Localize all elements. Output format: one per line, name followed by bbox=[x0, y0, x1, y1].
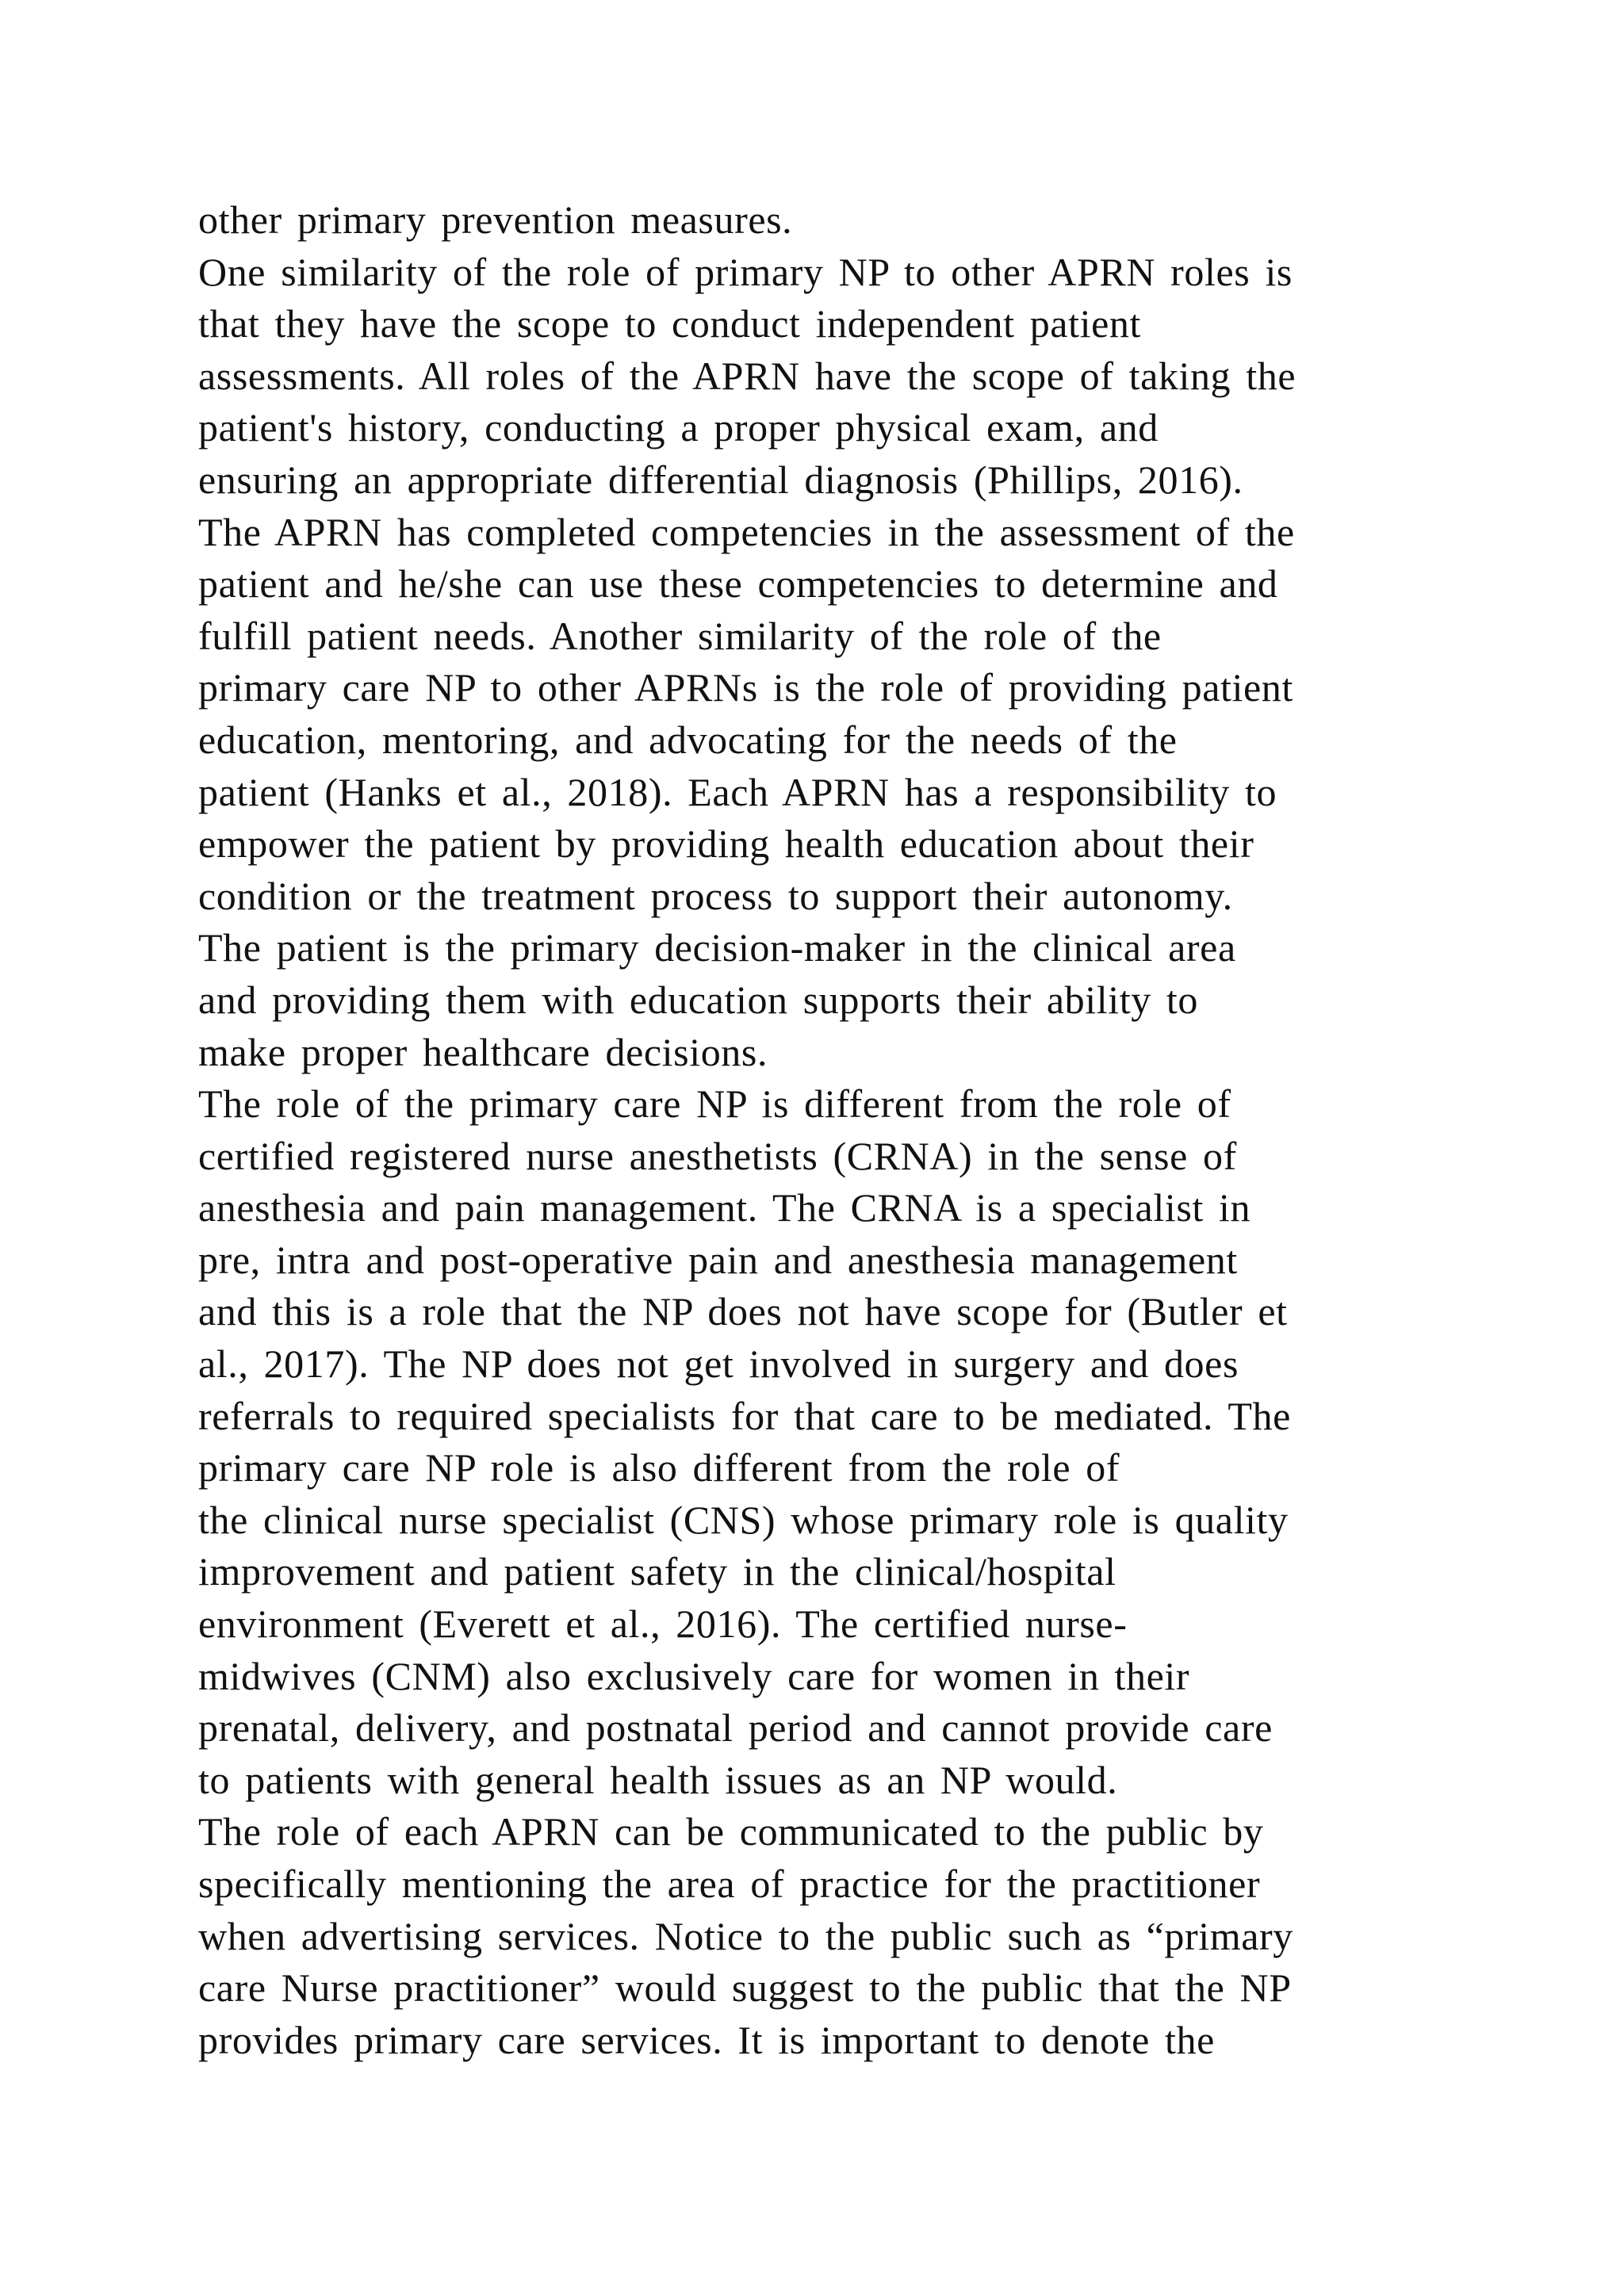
text-line: The role of each APRN can be communicated to the public by bbox=[198, 1809, 1264, 1854]
text-line: patient (Hanks et al., 2018). Each APRN has a responsibility to bbox=[198, 769, 1277, 814]
text-line: make proper healthcare decisions. bbox=[198, 1029, 768, 1074]
text-line: The APRN has completed competencies in the assessment of the bbox=[198, 509, 1295, 554]
text-line: condition or the treatment process to support their autonomy. bbox=[198, 873, 1233, 918]
text-line: provides primary care services. It is important to denote the bbox=[198, 2017, 1215, 2062]
text-line: to patients with general health issues as an NP would. bbox=[198, 1757, 1118, 1802]
text-line: patient's history, conducting a proper physical exam, and bbox=[198, 405, 1159, 450]
text-line: ensuring an appropriate differential diagnosis (Phillips, 2016). bbox=[198, 457, 1243, 502]
text-line: certified registered nurse anesthetists (CRNA) in the sense of bbox=[198, 1133, 1237, 1178]
text-line: when advertising services. Notice to the public such as “primary bbox=[198, 1913, 1293, 1958]
text-line: assessments. All roles of the APRN have the scope of taking the bbox=[198, 353, 1297, 398]
text-line: patient and he/she can use these competencies to determine and bbox=[198, 561, 1278, 607]
text-line: The patient is the primary decision-maker in the clinical area bbox=[198, 925, 1236, 970]
text-line: al., 2017). The NP does not get involved in surgery and does bbox=[198, 1341, 1239, 1387]
text-line: care Nurse practitioner” would suggest to the public that the NP bbox=[198, 1965, 1292, 2011]
text-line: the clinical nurse specialist (CNS) whose primary role is quality bbox=[198, 1497, 1289, 1542]
text-line: that they have the scope to conduct independent patient bbox=[198, 301, 1141, 346]
text-line: and providing them with education supports their ability to bbox=[198, 977, 1198, 1022]
text-line: improvement and patient safety in the clinical/hospital bbox=[198, 1549, 1116, 1594]
text-line: primary care NP role is also different from the role of bbox=[198, 1445, 1120, 1490]
text-line: empower the patient by providing health education about their bbox=[198, 821, 1254, 867]
text-line: referrals to required specialists for that care to be mediated. The bbox=[198, 1393, 1291, 1438]
text-line: education, mentoring, and advocating for the needs of the bbox=[198, 717, 1178, 762]
text-line: other primary prevention measures. bbox=[198, 197, 793, 242]
text-line: anesthesia and pain management. The CRNA is a specialist in bbox=[198, 1185, 1251, 1230]
text-line: prenatal, delivery, and postnatal period and cannot provide care bbox=[198, 1705, 1273, 1751]
text-line: and this is a role that the NP does not have scope for (Butler et bbox=[198, 1289, 1288, 1334]
text-line: pre, intra and post-operative pain and anesthesia management bbox=[198, 1237, 1238, 1282]
body-text bbox=[198, 194, 1483, 2066]
text-line: midwives (CNM) also exclusively care for women in their bbox=[198, 1653, 1190, 1698]
text-line: environment (Everett et al., 2016). The certified nurse- bbox=[198, 1601, 1128, 1647]
text-line: One similarity of the role of primary NP to other APRN roles is bbox=[198, 249, 1293, 294]
text-line: specifically mentioning the area of practice for the practitioner bbox=[198, 1862, 1261, 1906]
text-line: The role of the primary care NP is different from the role of bbox=[198, 1081, 1231, 1127]
text-line: primary care NP to other APRNs is the role of providing patient bbox=[198, 665, 1293, 710]
text-line: fulfill patient needs. Another similarity of the role of the bbox=[198, 613, 1162, 658]
